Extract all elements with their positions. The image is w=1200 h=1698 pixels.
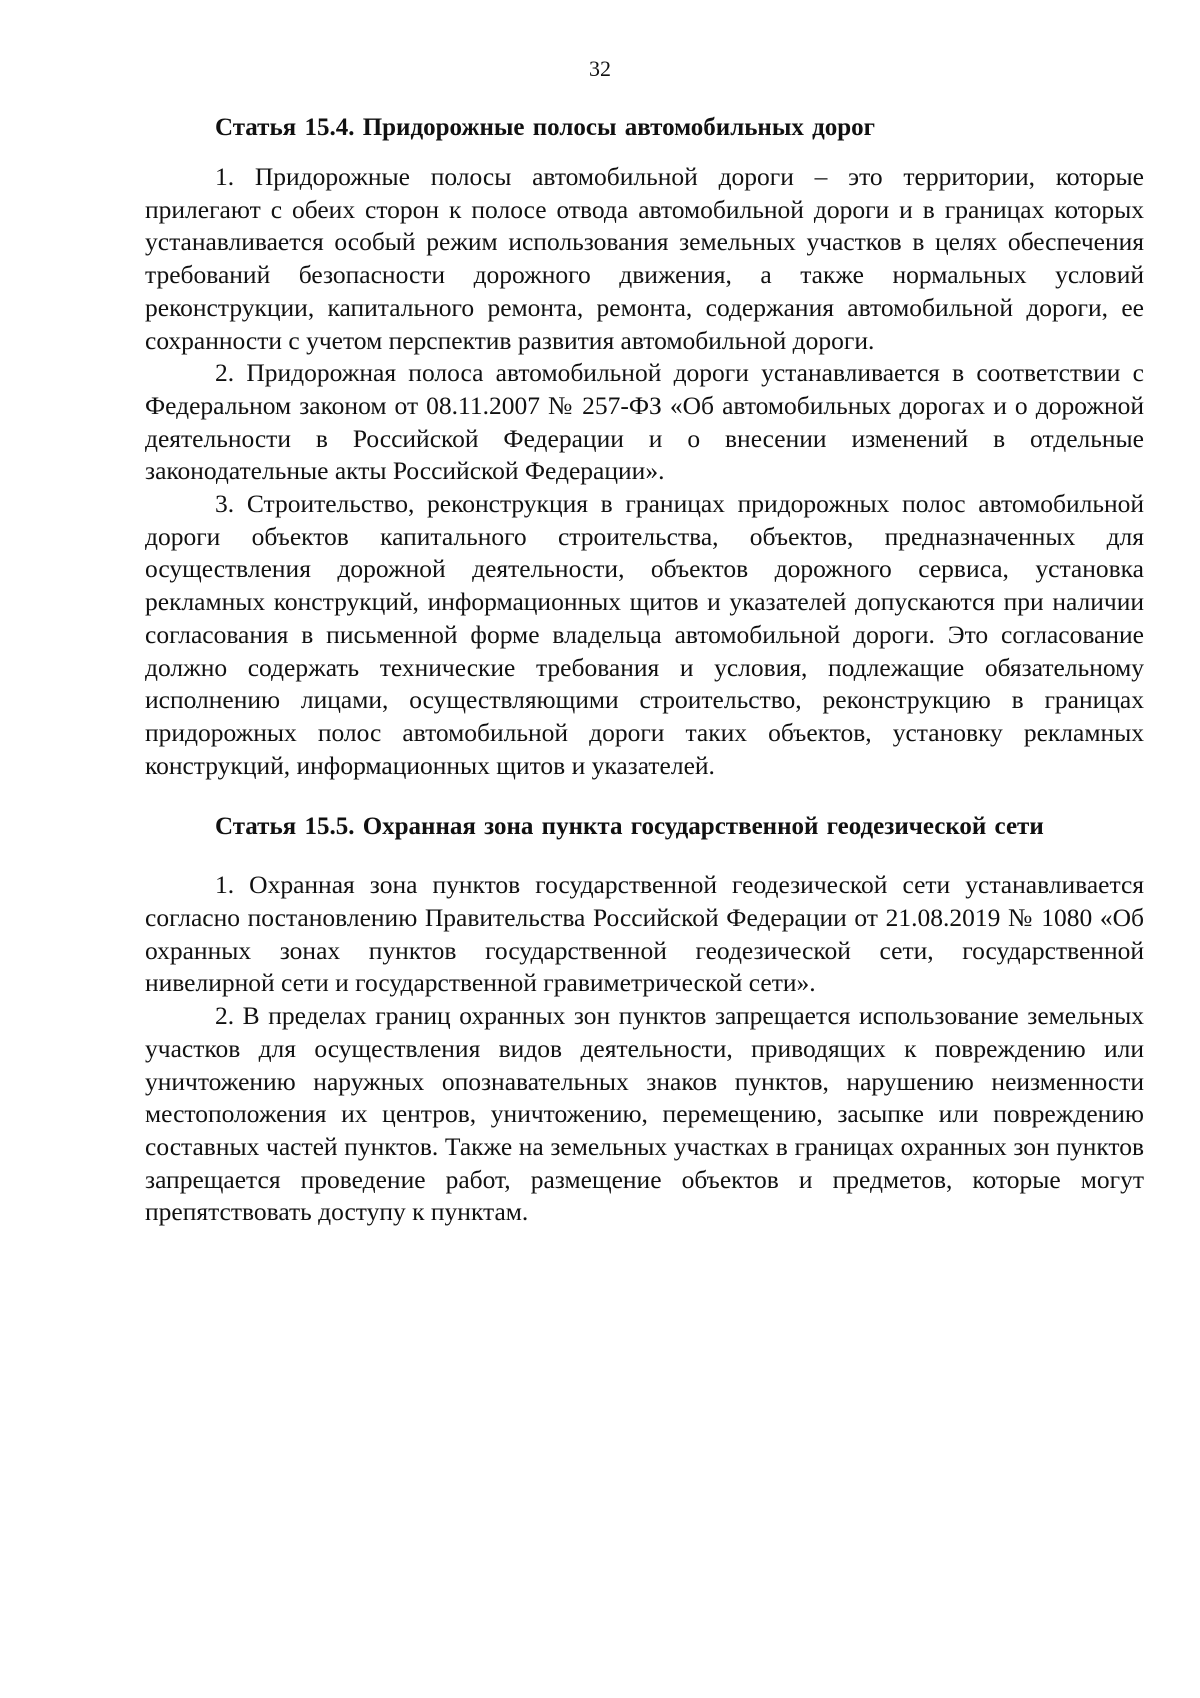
page-number: 32 bbox=[589, 56, 611, 81]
page-body bbox=[145, 112, 1144, 1229]
paragraph: 1. Придорожные полосы автомобильной дороги – это территории, которые прилегают с обеих сторон к полосе отвода автомобильной дороги и в границах которых устанавливается особый режим использования земельных участков в целях обеспечения требований безопасности дорожного движения, а также нормальных условий реконструкции, капитального ремонта, ремонта, содержания автомобильной дороги, ее сохранности с учетом перспектив развития автомобильной дороги. bbox=[145, 162, 1144, 355]
article-15-5 bbox=[145, 811, 1144, 1229]
paragraph: 3. Строительство, реконструкция в границах придорожных полос автомобильной дороги объектов капитального строительства, объектов, предназначенных для осуществления дорожной деятельности, объектов дорожного сервиса, установка рекламных конструкций, информационных щитов и указателей допускаются при наличии согласования в письменной форме владельца автомобильной дороги. Это согласование должно содержать технические требования и условия, подлежащие обязательному исполнению лицами, осуществляющими строительство, реконструкцию в границах придорожных полос автомобильной дороги таких объектов, установку рекламных конструкций, информационных щитов и указателей. bbox=[145, 489, 1144, 780]
article-heading: Статья 15.4. Придорожные полосы автомобильных дорог bbox=[215, 114, 876, 141]
paragraph: 1. Охранная зона пунктов государственной геодезической сети устанавливается согласно постановлению Правительства Российской Федерации от 21.08.2019 № 1080 «Об охранных зонах пунктов государственной геодезической сети, государственной нивелирной сети и государственной гравиметрической сети». bbox=[145, 870, 1144, 998]
article-heading: Статья 15.5. Охранная зона пункта государственной геодезической сети bbox=[215, 813, 1044, 841]
paragraph: 2. В пределах границ охранных зон пунктов запрещается использование земельных участков для осуществления видов деятельности, приводящих к повреждению или уничтожению наружных опознавательных знаков пунктов, нарушению неизменности местоположения их центров, уничтожению, перемещению, засыпке или повреждению составных частей пунктов. Также на земельных участках в границах охранных зон пунктов запрещается проведение работ, размещение объектов и предметов, которые могут препятствовать доступу к пунктам. bbox=[145, 1001, 1144, 1227]
paragraph: 2. Придорожная полоса автомобильной дороги устанавливается в соответствии с Федеральном законом от 08.11.2007 № 257-ФЗ «Об автомобильных дорогах и о дорожной деятельности в Российской Федерации и о внесении изменений в отдельные законодательные акты Российской Федерации». bbox=[145, 358, 1144, 486]
article-15-4 bbox=[145, 112, 1144, 782]
